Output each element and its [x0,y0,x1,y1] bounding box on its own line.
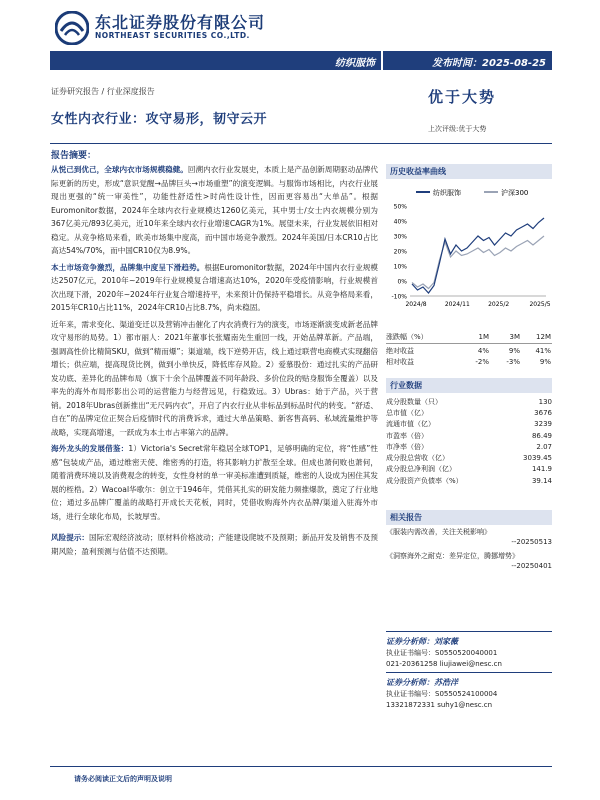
analyst-cert: 执业证书编号：S0550524100004 [386,690,498,698]
x-tick-label: 2025/5 [529,301,551,308]
market-heading: 行业数据 [386,378,552,393]
table-row: 市盈率（倍） 86.49 [386,431,552,440]
company-name-en: NORTHEAST SECURITIES CO.,LTD. [95,31,250,40]
y-tick-label: 20% [393,248,407,256]
y-tick-label: 0% [397,278,407,286]
y-tick-label: -10% [391,293,407,301]
summary-paragraph: 海外龙头的发展借鉴：1）Victoria's Secret常年稳居全球TOP1，足够明确的定位，将“性感”性感“包装成产品，通过维密天使、维密秀的打造，将其影响力扩散至全球。但成也萧何败也萧何，随着消费环境以及消费观念的转变，女性身材的单一审美标准遭到质疑，维密的人设成为困住其发展的桎梏。2）Wacoal华歌尔：创立于1946年，凭借其扎实的研发能力频推爆款，奠定了行业地位；通过多品牌广覆盖的战略打开成长天花板，同时，凭借收购海外内衣品牌/渠道入驻海外市场，进行全球化布局，长坡厚雪。 [51,444,378,521]
analyst-name: 证券分析师：苏浩洋 [386,678,458,687]
x-tick-label: 2024/8 [405,301,427,308]
summary-paragraph: 从悦己到优己，全球内衣市场规模稳健。回溯内衣行业发展史，本质上是产品创新周期驱动品牌代际更新的历史，形成“意识觉醒→品牌巨头→市场重塑”的演变逻辑。与服饰市场相比，内衣行业展现出更强的“统一审美性”，功能性舒适性>时尚性设计性，因而更容易出“大单品”。根据Euromonitor数据，2024年全球内衣行业规模达1260亿美元，其中男士/女士内衣规模分别为367亿美元/893亿美元，近10年来全球内衣行业增速CAGR为1%。展望未来，行业发展依旧相对稳定。从竞争格局来看，欧美市场集中度高，而中国市场竞争激烈。2024年美国/日本CR10占比高达54%/70%，而中国CR10仅为8.9%。 [51,165,378,255]
table-row: 市净率（倍） 2.07 [386,442,552,451]
market-data-table [386,396,552,486]
report-summary [51,148,378,561]
table-row: 相对收益 -2% -3% 9% [386,357,551,366]
return-chart [386,184,552,320]
summary-paragraph: 近年来，需求变化、渠道变迁以及营销冲击催化了内衣消费行为的演变，市场逐渐演变成新老品牌攻守易形的局势。1）都市丽人：2021年董事长张耀南先生重回一线，开始品牌革新。产品端，强调高性价比精简SKU，做到“精而爆”；渠道端，线下逆势开店，线上通过联营电商模式实现翻倍增长；供应端，提高现货比例，做到小单快反，降低库存风险。2）爱慕股份：通过扎实的产品研发功底、差异化的品牌布局（旗下十余个品牌覆盖不同年龄段、多价位段的贴身服饰全覆盖）以及率先的海外布局形影出公司的运营能力与经营远见，行稳致远。3）Ubras：始于产品，兴于营销。2018年Ubras创新推出“无尺码内衣”，开启了内衣行业从非标品到标品时代的转变。“舒适、自在”的品牌定位正契合后疫情时代的消费诉求，通过大单品策略、新客售高码、私域流量维护等战略，实现高增速，一跃成为本土市占率第六的品牌。 [51,319,378,437]
x-tick-label: 2025/2 [488,301,510,308]
table-row: 绝对收益 4% 9% 41% [386,346,551,355]
list-item[interactable]: 《洞察海外之耐克：差异定位，腾挪增势》 --20250401 [386,552,552,570]
table-row: 成分股总营收（亿） 3039.45 [386,454,552,463]
previous-rating: 上次评级:优于大势 [428,125,487,133]
header-banner [50,51,552,70]
y-tick-label: 50% [393,203,407,211]
table-header-row: 涨跌幅（%） 1M 3M 12M [386,332,551,341]
table-row: 总市值（亿） 3676 [386,408,552,417]
chart-svg [386,184,552,320]
footer-disclaimer: 请务必阅读正文后的声明及说明 [74,775,172,783]
company-emblem-icon [55,11,89,45]
reports-heading: 相关报告 [386,510,552,525]
summary-paragraph: 本土市场竞争激烈，品牌集中度呈下滑趋势。根据Euromonitor数据，2024年中国内衣行业规模达2507亿元，2010年~2019年行业规模复合增速高达10%，2020年受疫情影响，行业规模首次出现下滑，2020年~2024年行业复合增速持平，未来预计仍保持平稳增长。从竞争格局来看，2015年CR10占比11%，2024年CR10占比8.7%，尚未稳固。 [51,262,379,312]
x-tick-label: 2024/11 [444,301,470,308]
list-item[interactable]: 《服装内需改善，关注关税影响》 --20250513 [386,528,552,546]
performance-table [386,331,552,367]
publish-date: 发布时间：2025-08-25 [432,58,546,69]
analyst-contact[interactable]: 021-20361258 liujiawei@nesc.cn [386,659,502,668]
analyst-name: 证券分析师：刘家薇 [386,637,458,646]
breadcrumb: 证券研究报告 / 行业深度报告 [51,87,155,96]
related-reports [386,527,552,575]
sector-label: 纺织服饰 [335,58,375,69]
series-line-textile [412,218,544,293]
report-title: 女性内衣行业：攻守易形，韧守云开 [51,112,268,127]
table-row: 流通市值（亿） 3239 [386,420,552,429]
legend-label-b: 沪深300 [501,189,529,197]
series-line-hs300 [412,236,544,289]
summary-heading: 报告摘要： [51,151,97,161]
company-logo [55,10,285,46]
risk-warning: 风险提示：国际宏观经济波动；原材料价格波动；产能建设爬坡不及预期；新品开发及销售不及预期风险；盈利预测与估值不达预期。 [51,533,379,556]
chart-heading: 历史收益率曲线 [386,164,552,179]
analyst-info [386,628,552,710]
legend-label-a: 纺织服饰 [433,189,461,197]
table-row: 成分股总净利润（亿） 141.9 [386,465,552,474]
y-tick-label: 40% [393,218,407,226]
y-tick-label: 10% [393,263,407,271]
table-row: 成分股资产负债率（%） 39.14 [386,476,552,485]
analyst-contact[interactable]: 13321872331 suhy1@nesc.cn [386,700,493,709]
footer-divider [50,766,552,767]
y-tick-label: 30% [393,233,407,241]
divider [50,143,552,144]
company-name-cn: 东北证券股份有限公司 [95,13,266,32]
analyst-cert: 执业证书编号：S0550520040001 [386,649,498,657]
rating: 优于大势 [428,88,497,106]
table-row: 成分股数量（只） 130 [386,397,552,406]
